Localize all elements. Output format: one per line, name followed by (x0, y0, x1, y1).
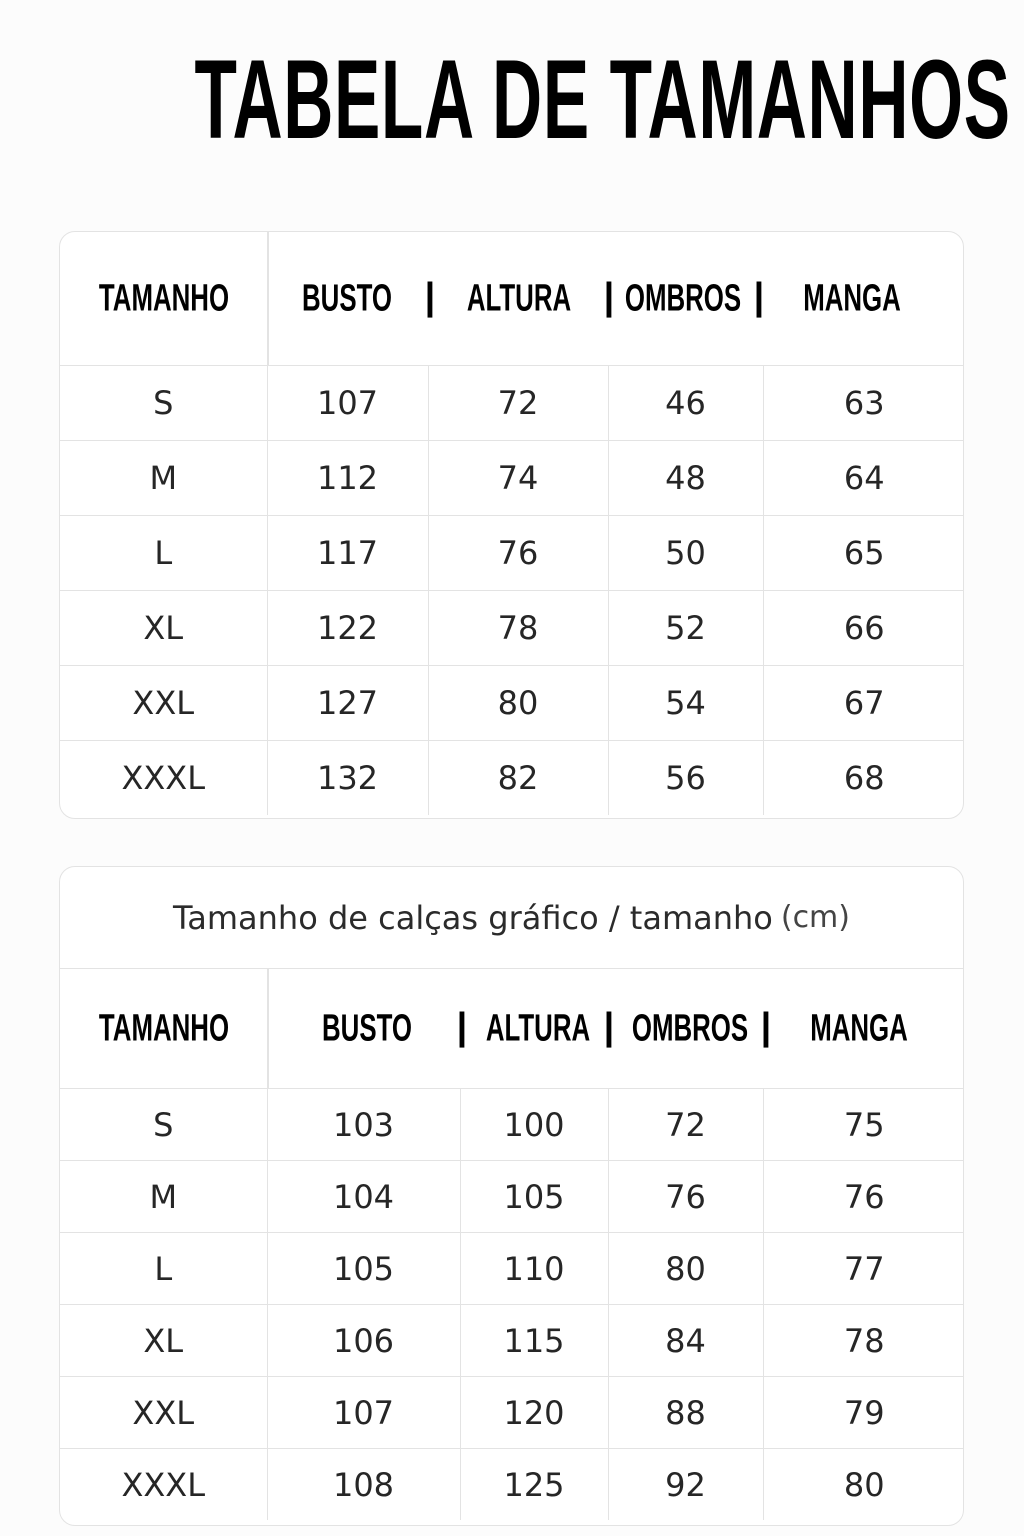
cell-busto: 105 (267, 1233, 460, 1305)
cell-tamanho: L (60, 1233, 267, 1305)
header-separator: | (760, 1005, 772, 1048)
header-divider (267, 232, 269, 365)
header-altura: ALTURA (485, 1007, 591, 1049)
cell-tamanho: XXL (60, 666, 267, 741)
table-row (60, 741, 964, 816)
cell-altura: 82 (428, 741, 608, 816)
cell-busto: 108 (267, 1449, 460, 1521)
cell-busto: 103 (267, 1089, 460, 1161)
cell-tamanho: XXL (60, 1377, 267, 1449)
cell-tamanho: XL (60, 591, 267, 666)
table-row (60, 1449, 964, 1521)
cell-altura: 125 (460, 1449, 608, 1521)
header-ombros: OMBROS (624, 277, 742, 319)
cell-altura: 80 (428, 666, 608, 741)
table-body (60, 1089, 964, 1520)
cell-altura: 72 (428, 366, 608, 441)
cell-tamanho: L (60, 516, 267, 591)
cell-altura: 74 (428, 441, 608, 516)
header-separator: | (753, 275, 765, 318)
cell-altura: 78 (428, 591, 608, 666)
header-manga: MANGA (810, 1007, 908, 1049)
cell-busto: 117 (267, 516, 428, 591)
cell-busto: 106 (267, 1305, 460, 1377)
cell-tamanho: XXXL (60, 741, 267, 816)
cell-ombros: 72 (608, 1089, 763, 1161)
header-tamanho: TAMANHO (98, 1007, 230, 1049)
table-row (60, 591, 964, 666)
cell-busto: 127 (267, 666, 428, 741)
cell-tamanho: XXXL (60, 1449, 267, 1521)
page-title: TABELA DE TAMANHOS (194, 37, 1011, 162)
table-row (60, 1377, 964, 1449)
table-row (60, 1089, 964, 1161)
cell-ombros: 50 (608, 516, 763, 591)
cell-busto: 112 (267, 441, 428, 516)
header-manga: MANGA (803, 277, 901, 319)
cell-altura: 100 (460, 1089, 608, 1161)
cell-manga: 66 (763, 591, 964, 666)
cell-manga: 67 (763, 666, 964, 741)
size-table-pants (59, 866, 964, 1526)
cell-busto: 104 (267, 1161, 460, 1233)
cell-ombros: 84 (608, 1305, 763, 1377)
cell-manga: 80 (763, 1449, 964, 1521)
table-header (60, 969, 963, 1089)
table-caption (60, 867, 963, 969)
size-table-tops (59, 231, 964, 819)
cell-manga: 68 (763, 741, 964, 816)
table-row (60, 441, 964, 516)
cell-manga: 79 (763, 1377, 964, 1449)
cell-ombros: 48 (608, 441, 763, 516)
table-header (60, 232, 963, 366)
cell-manga: 77 (763, 1233, 964, 1305)
header-ombros: OMBROS (631, 1007, 749, 1049)
cell-tamanho: S (153, 1105, 174, 1144)
header-separator: | (603, 275, 615, 318)
header-busto: BUSTO (322, 1007, 412, 1049)
cell-manga: 75 (763, 1089, 964, 1161)
cell-altura: 76 (428, 516, 608, 591)
cell-tamanho: M (60, 1161, 267, 1233)
cell-busto: 107 (267, 1377, 460, 1449)
cell-busto: 122 (267, 591, 428, 666)
cell-ombros: 56 (608, 741, 763, 816)
cell-manga: 65 (763, 516, 964, 591)
cell-altura: 105 (460, 1161, 608, 1233)
caption-unit: (cm) (780, 900, 850, 935)
cell-ombros: 46 (608, 366, 763, 441)
table-row (60, 366, 964, 441)
cell-ombros: 92 (608, 1449, 763, 1521)
header-altura: ALTURA (466, 277, 572, 319)
table-body (60, 366, 964, 815)
header-separator: | (603, 1005, 615, 1048)
table-row (60, 1305, 964, 1377)
cell-tamanho: XL (60, 1305, 267, 1377)
cell-manga: 76 (763, 1161, 964, 1233)
cell-busto: 107 (267, 366, 428, 441)
header-busto: BUSTO (302, 277, 392, 319)
cell-ombros: 76 (608, 1161, 763, 1233)
cell-manga: 78 (763, 1305, 964, 1377)
header-separator: | (424, 275, 436, 318)
cell-ombros: 54 (608, 666, 763, 741)
caption-text: Tamanho de calças gráfico / tamanho (172, 898, 773, 937)
cell-manga: 64 (763, 441, 964, 516)
cell-busto: 132 (267, 741, 428, 816)
header-divider (267, 969, 269, 1088)
table-row (60, 1161, 964, 1233)
table-row (60, 666, 964, 741)
header-tamanho: TAMANHO (98, 277, 230, 319)
cell-altura: 110 (460, 1233, 608, 1305)
cell-altura: 115 (460, 1305, 608, 1377)
cell-ombros: 88 (608, 1377, 763, 1449)
cell-ombros: 52 (608, 591, 763, 666)
table-row (60, 1233, 964, 1305)
table-row (60, 516, 964, 591)
cell-ombros: 80 (608, 1233, 763, 1305)
header-separator: | (456, 1005, 468, 1048)
cell-tamanho: S (153, 384, 174, 422)
cell-tamanho: M (60, 441, 267, 516)
cell-manga: 63 (763, 366, 964, 441)
cell-altura: 120 (460, 1377, 608, 1449)
